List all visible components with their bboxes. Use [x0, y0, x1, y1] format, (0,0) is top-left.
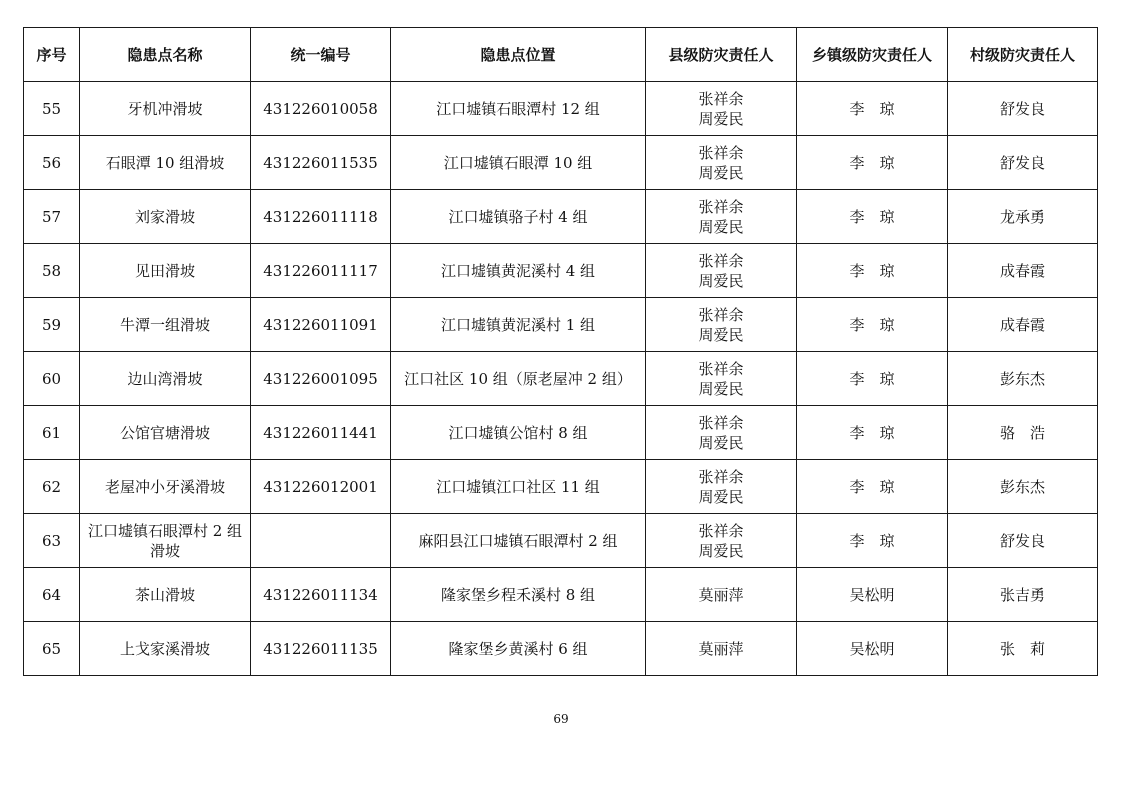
county-officer-1: 张祥余 — [698, 413, 744, 432]
county-officer-1: 张祥余 — [698, 521, 744, 540]
cell-name — [80, 514, 251, 568]
cell-county-officer: 莫丽萍 — [646, 568, 797, 622]
county-officer-2: 周爱民 — [698, 541, 744, 560]
cell-index: 56 — [24, 136, 80, 190]
cell-village-officer: 龙承勇 — [948, 190, 1098, 244]
cell-location: 江口社区 10 组（原老屋冲 2 组） — [391, 352, 646, 406]
cell-code: 431226011135 — [251, 622, 391, 676]
cell-name: 老屋冲小牙溪滑坡 — [80, 460, 251, 514]
cell-name: 茶山滑坡 — [80, 568, 251, 622]
county-officer-2: 周爱民 — [698, 379, 744, 398]
cell-town-officer: 李 琼 — [797, 460, 948, 514]
cell-county-officer — [646, 244, 797, 298]
cell-code: 431226010058 — [251, 82, 391, 136]
cell-code: 431226011134 — [251, 568, 391, 622]
header-index: 序号 — [24, 28, 80, 82]
cell-county-officer — [646, 406, 797, 460]
county-officer-2: 周爱民 — [698, 325, 744, 344]
cell-name: 见田滑坡 — [80, 244, 251, 298]
cell-index: 60 — [24, 352, 80, 406]
county-officer-1: 张祥余 — [698, 197, 744, 216]
cell-location: 江口墟镇石眼潭 10 组 — [391, 136, 646, 190]
cell-county-officer — [646, 190, 797, 244]
cell-village-officer: 张吉勇 — [948, 568, 1098, 622]
cell-town-officer: 李 琼 — [797, 244, 948, 298]
county-officer-1: 张祥余 — [698, 467, 744, 486]
cell-name: 牛潭一组滑坡 — [80, 298, 251, 352]
table-row — [24, 244, 1098, 298]
table-header-row — [24, 28, 1098, 82]
cell-county-officer — [646, 136, 797, 190]
county-officer-1: 张祥余 — [698, 359, 744, 378]
cell-location: 江口墟镇江口社区 11 组 — [391, 460, 646, 514]
table-row — [24, 568, 1098, 622]
cell-location: 江口墟镇石眼潭村 12 组 — [391, 82, 646, 136]
header-location: 隐患点位置 — [391, 28, 646, 82]
county-officer-2: 周爱民 — [698, 109, 744, 128]
cell-county-officer — [646, 514, 797, 568]
cell-village-officer: 彭东杰 — [948, 460, 1098, 514]
table-row — [24, 514, 1098, 568]
county-officer-1: 张祥余 — [698, 251, 744, 270]
cell-code: 431226011118 — [251, 190, 391, 244]
cell-index: 63 — [24, 514, 80, 568]
cell-village-officer: 成春霞 — [948, 298, 1098, 352]
county-officer-2: 周爱民 — [698, 217, 744, 236]
county-officer-1: 张祥余 — [698, 143, 744, 162]
table-row — [24, 298, 1098, 352]
cell-name: 石眼潭 10 组滑坡 — [80, 136, 251, 190]
table-row — [24, 352, 1098, 406]
cell-code: 431226011117 — [251, 244, 391, 298]
header-village-officer: 村级防灾责任人 — [948, 28, 1098, 82]
cell-location: 江口墟镇黄泥溪村 4 组 — [391, 244, 646, 298]
cell-index: 59 — [24, 298, 80, 352]
cell-name: 上戈家溪滑坡 — [80, 622, 251, 676]
header-code: 统一编号 — [251, 28, 391, 82]
table-row — [24, 82, 1098, 136]
cell-county-officer — [646, 82, 797, 136]
cell-village-officer: 张 莉 — [948, 622, 1098, 676]
cell-location: 江口墟镇公馆村 8 组 — [391, 406, 646, 460]
cell-code: 431226012001 — [251, 460, 391, 514]
cell-town-officer: 李 琼 — [797, 82, 948, 136]
cell-code: 431226011535 — [251, 136, 391, 190]
cell-code: 431226011441 — [251, 406, 391, 460]
cell-town-officer: 吴松明 — [797, 568, 948, 622]
cell-location: 江口墟镇黄泥溪村 1 组 — [391, 298, 646, 352]
cell-code: 431226001095 — [251, 352, 391, 406]
cell-index: 64 — [24, 568, 80, 622]
cell-village-officer: 彭东杰 — [948, 352, 1098, 406]
cell-county-officer — [646, 460, 797, 514]
cell-town-officer: 李 琼 — [797, 136, 948, 190]
county-officer-2: 周爱民 — [698, 271, 744, 290]
document-sheet — [23, 27, 1097, 676]
cell-county-officer — [646, 298, 797, 352]
name-line-2: 滑坡 — [149, 541, 180, 560]
cell-name: 刘家滑坡 — [80, 190, 251, 244]
table-row — [24, 622, 1098, 676]
cell-location: 隆家堡乡程禾溪村 8 组 — [391, 568, 646, 622]
cell-town-officer: 李 琼 — [797, 298, 948, 352]
table-row — [24, 136, 1098, 190]
cell-location: 隆家堡乡黄溪村 6 组 — [391, 622, 646, 676]
county-officer-1: 张祥余 — [698, 305, 744, 324]
county-officer-1: 张祥余 — [698, 89, 744, 108]
cell-name: 牙机冲滑坡 — [80, 82, 251, 136]
cell-town-officer: 李 琼 — [797, 514, 948, 568]
cell-code: 431226011091 — [251, 298, 391, 352]
cell-village-officer: 成春霞 — [948, 244, 1098, 298]
cell-village-officer: 骆 浩 — [948, 406, 1098, 460]
page-number: 69 — [553, 712, 569, 726]
table-row — [24, 460, 1098, 514]
name-line-1: 江口墟镇石眼潭村 2 组 — [87, 521, 243, 540]
cell-name: 边山湾滑坡 — [80, 352, 251, 406]
cell-location: 江口墟镇骆子村 4 组 — [391, 190, 646, 244]
cell-village-officer: 舒发良 — [948, 82, 1098, 136]
cell-location: 麻阳县江口墟镇石眼潭村 2 组 — [391, 514, 646, 568]
county-officer-2: 周爱民 — [698, 433, 744, 452]
table-row — [24, 406, 1098, 460]
header-name: 隐患点名称 — [80, 28, 251, 82]
cell-code — [251, 514, 391, 568]
cell-index: 62 — [24, 460, 80, 514]
county-officer-2: 周爱民 — [698, 487, 744, 506]
header-town-officer: 乡镇级防灾责任人 — [797, 28, 948, 82]
cell-town-officer: 李 琼 — [797, 406, 948, 460]
cell-name: 公馆官塘滑坡 — [80, 406, 251, 460]
hazard-point-table — [23, 27, 1098, 676]
header-county-officer: 县级防灾责任人 — [646, 28, 797, 82]
table-row — [24, 190, 1098, 244]
cell-index: 57 — [24, 190, 80, 244]
cell-town-officer: 李 琼 — [797, 190, 948, 244]
cell-index: 65 — [24, 622, 80, 676]
cell-index: 61 — [24, 406, 80, 460]
cell-village-officer: 舒发良 — [948, 514, 1098, 568]
cell-index: 58 — [24, 244, 80, 298]
cell-town-officer: 李 琼 — [797, 352, 948, 406]
cell-village-officer: 舒发良 — [948, 136, 1098, 190]
cell-town-officer: 吴松明 — [797, 622, 948, 676]
cell-county-officer: 莫丽萍 — [646, 622, 797, 676]
county-officer-2: 周爱民 — [698, 163, 744, 182]
cell-county-officer — [646, 352, 797, 406]
cell-index: 55 — [24, 82, 80, 136]
